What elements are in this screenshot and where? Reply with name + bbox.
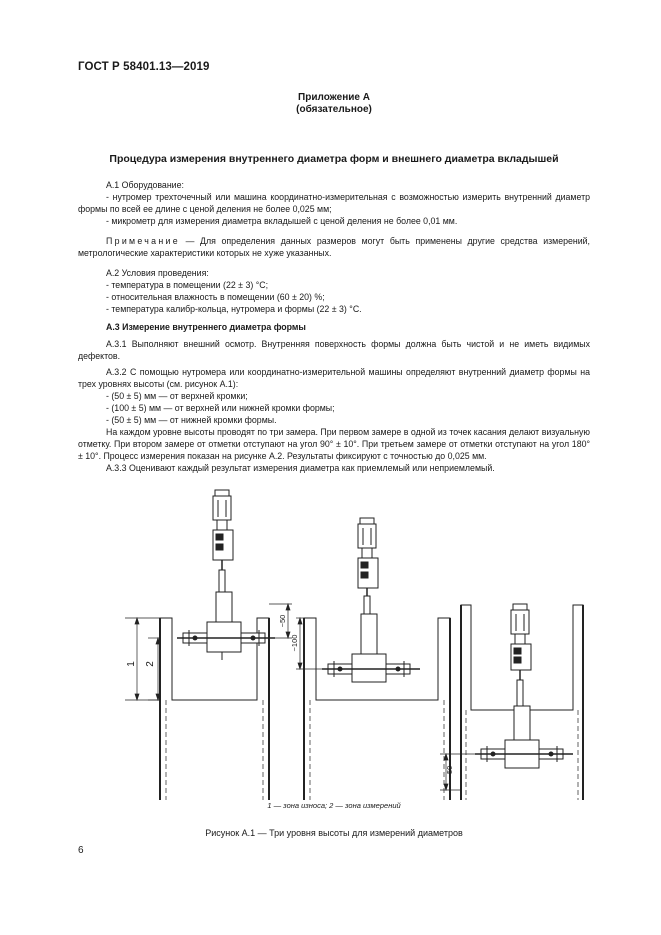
label-dim-50-top: ~50 — [278, 614, 287, 628]
figure-caption: Рисунок А.1 — Три уровня высоты для измерений диаметров — [205, 828, 463, 838]
a2-title: А.2 Условия проведения: — [106, 268, 209, 278]
label-zone-1: 1 — [126, 661, 137, 667]
middle-bore-gauge — [322, 518, 420, 682]
a3-p2: А.3.2 С помощью нутромера или координатно-измерительной машины определяют внутренний диаметр формы на трех уровнях высоты (см. рисунок А.1): — [78, 367, 590, 389]
middle-dimensions — [296, 618, 322, 669]
label-zone-2: 2 — [145, 661, 156, 667]
a3-item-2: - (100 ± 5) мм — от верхней или нижней кромки формы; — [106, 403, 335, 413]
a1-item-1: - нутромер трехточечный или машина координатно-измерительная с возможностью измерить внутренний диаметр формы по всей ее длине с ценой деления не более 0,025 мм; — [78, 192, 590, 214]
a3-p1: А.3.1 Выполняют внешний осмотр. Внутренняя поверхность формы должна быть чистой и не иметь видимых дефектов. — [78, 339, 590, 361]
right-bore-gauge — [475, 604, 573, 768]
left-bore-gauge — [177, 490, 275, 660]
a2-item-2: - относительная влажность в помещении (60 ± 20) %; — [106, 292, 325, 302]
a3-item-3: - (50 ± 5) мм — от нижней кромки формы. — [106, 415, 277, 425]
label-dim-100: ~100 — [290, 634, 299, 652]
a1-item-2: - микрометр для измерения диаметра вкладышей с ценой деления не более 0,01 мм. — [106, 216, 458, 226]
annex-status: (обязательное) — [296, 104, 372, 115]
body-text — [78, 179, 590, 474]
figure-a1-drawing — [0, 480, 661, 800]
standard-number: ГОСТ Р 58401.13—2019 — [78, 61, 210, 73]
page-number: 6 — [78, 845, 84, 856]
a1-title: А.1 Оборудование: — [106, 180, 184, 190]
a3-p3: На каждом уровне высоты проводят по три замера. При первом замере в одной из точек касания делают визуальную отметку. При втором замере от отметки отступают на угол 90° ± 10°. При третьем замере от отметки отступают на угол 180° ± 10°. Процесс измерения показан на рисунке А.2. Результаты фиксируют с точностью до 0,025 мм. — [78, 427, 590, 461]
a2-item-3: - температура калибр-кольца, нутромера и формы (22 ± 3) °С. — [106, 304, 362, 314]
note — [78, 235, 590, 259]
section-title: Процедура измерения внутреннего диаметра форм и внешнего диаметра вкладышей — [109, 153, 559, 165]
a2-item-1: - температура в помещении (22 ± 3) °С; — [106, 280, 269, 290]
note-label: Примечание — [106, 236, 180, 246]
a3-p4: А.3.3 Оценивают каждый результат измерения диаметра как приемлемый или неприемлемый. — [106, 463, 495, 473]
a3-item-1: - (50 ± 5) мм — от верхней кромки; — [106, 391, 248, 401]
note-text: — Для определения данных размеров могут быть применены другие средства измерений, метрологические характеристики которых не хуже указанных. — [78, 236, 590, 258]
annex-title: Приложение А — [298, 92, 370, 103]
a3-title: А.3 Измерение внутреннего диаметра формы — [106, 322, 306, 332]
figure-legend: 1 — зона износа; 2 — зона измерений — [267, 801, 401, 810]
label-dim-50-bottom: ~50 — [445, 765, 454, 779]
